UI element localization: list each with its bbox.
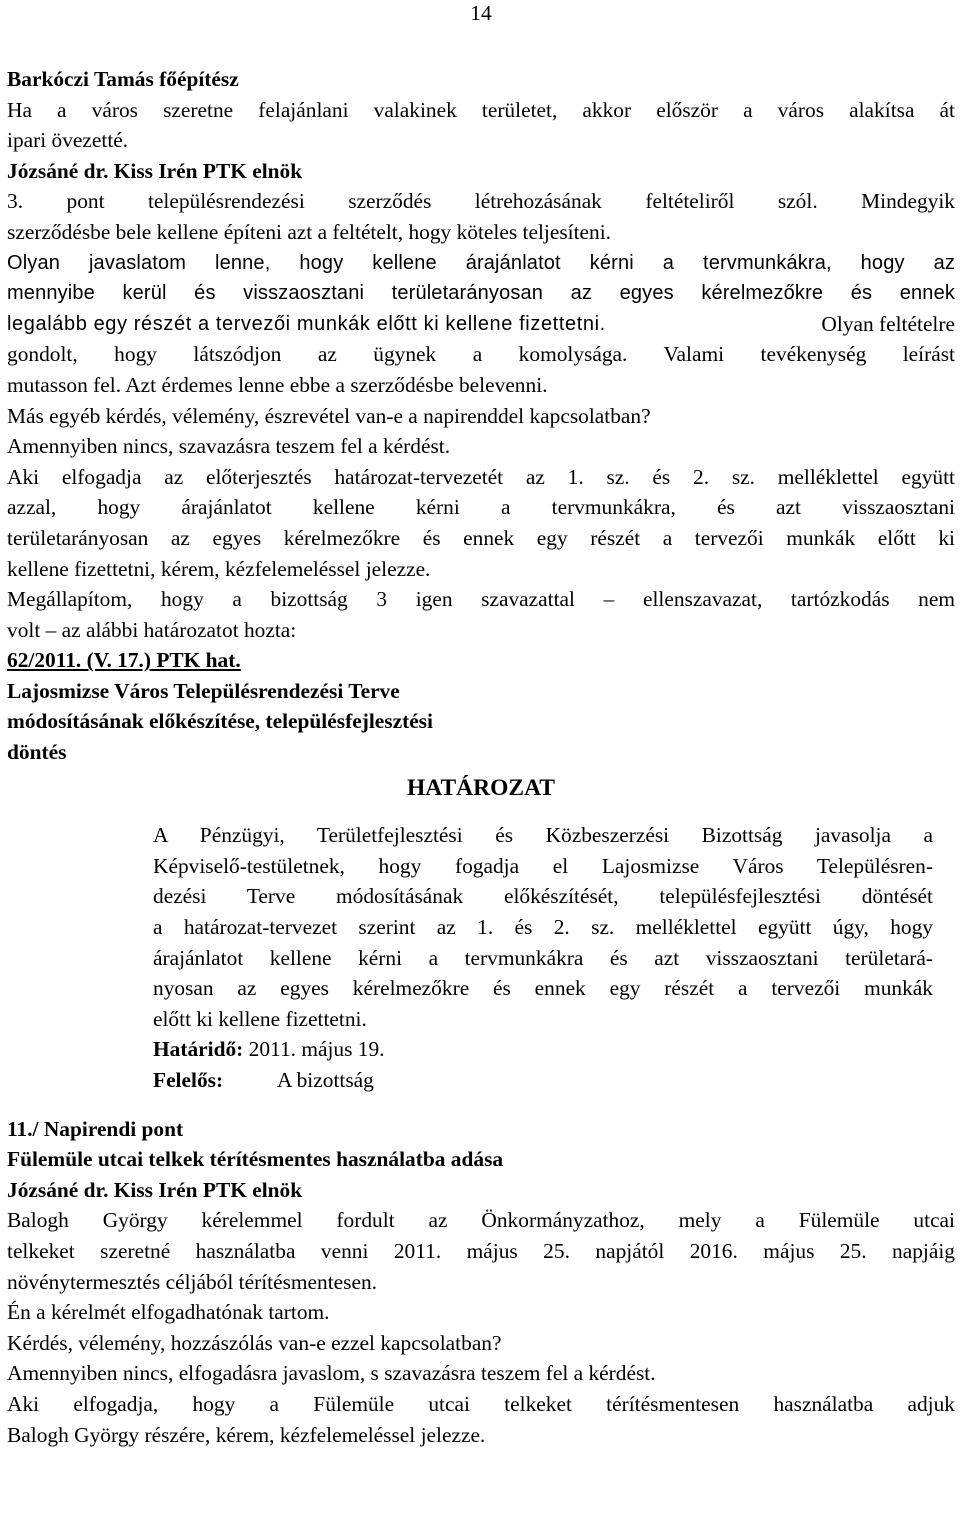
paragraph-line: Más egyéb kérdés, vélemény, észrevétel van-e a napirenddel kapcsolatban? — [7, 403, 651, 428]
deadline-label: Határidő: — [153, 1037, 244, 1062]
resolution-line: Képviselő-testületnek, hogy fogadja el Lajosmizse Város Településren- — [153, 853, 933, 878]
paragraph-line: szerződésbe bele kellene építeni azt a feltételt, hogy köteles teljesíteni. — [7, 219, 612, 244]
responsible-value: A bizottság — [277, 1068, 374, 1092]
paragraph-line: Balogh György részére, kérem, kézfelemeléssel jelezze. — [7, 1422, 486, 1447]
paragraph-line: azzal, hogy árajánlatot kellene kérni a tervmunkákra, és azt visszaosztani — [7, 495, 955, 520]
deadline-value: 2011. május 19. — [243, 1037, 385, 1062]
proposal-line-serif: Olyan feltételre — [816, 311, 955, 336]
paragraph-line: Aki elfogadja az előterjesztés határozat-tervezetét az 1. sz. és 2. sz. melléklettel együtt — [7, 464, 955, 489]
resolution-line: a határozat-tervezet szerint az 1. és 2. sz. melléklettel együtt úgy, hogy — [153, 915, 933, 940]
paragraph-line: Megállapítom, hogy a bizottság 3 igen szavazattal – ellenszavazat, tartózkodás nem — [7, 587, 955, 612]
paragraph-line: Én a kérelmét elfogadhatónak tartom. — [7, 1300, 330, 1325]
agenda-title: Fülemüle utcai telkek térítésmentes használatba adása — [7, 1147, 504, 1172]
resolution-subject: Lajosmizse Város Településrendezési Terve — [7, 678, 400, 703]
resolution-heading: HATÁROZAT — [407, 774, 555, 801]
paragraph-line: Amennyiben nincs, elfogadásra javaslom, s szavazásra teszem fel a kérdést. — [7, 1361, 656, 1386]
paragraph-line: mutasson fel. Azt érdemes lenne ebbe a szerződésbe belevenni. — [7, 372, 548, 397]
speaker-name: Barkóczi Tamás főépítész — [7, 67, 239, 91]
resolution-subject: döntés — [7, 740, 67, 765]
paragraph-line: Balogh György kérelemmel fordult az Önkormányzathoz, mely a Fülemüle utcai — [7, 1208, 955, 1233]
paragraph-line: volt – az alábbi határozatot hozta: — [7, 617, 297, 642]
deadline-row — [153, 1034, 933, 1065]
resolution-subject: módosításának előkészítése, településfejlesztési — [7, 709, 433, 734]
paragraph-line: Ha a város szeretne felajánlani valakinek területet, akkor először a város alakítsa át — [7, 97, 955, 122]
proposal-line: Olyan javaslatom lenne, hogy kellene árajánlatot kérni a tervmunkákra, hogy az — [7, 251, 955, 274]
resolution-line: nyosan az egyes kérelmezőkre és ennek egy részét a tervezői munkák — [153, 976, 933, 1001]
proposal-line: mennyibe kerül és visszaosztani területarányosan az egyes kérelmezőkre és ennek — [7, 282, 955, 305]
speaker-name: Józsáné dr. Kiss Irén PTK elnök — [7, 1177, 303, 1202]
proposal-line — [7, 309, 955, 340]
paragraph-line: növénytermesztés céljából térítésmentesen. — [7, 1269, 378, 1294]
paragraph-line: Amennyiben nincs, szavazásra teszem fel a kérdést. — [7, 434, 451, 459]
agenda-item: 11./ Napirendi pont — [7, 1116, 184, 1141]
section-gap — [7, 1096, 955, 1114]
paragraph-line: ipari övezetté. — [7, 128, 129, 153]
paragraph-line: 3. pont településrendezési szerződés létrehozásának feltételiről szól. Mindegyik — [7, 189, 955, 214]
resolution-line: dezési Terve módosításának előkészítését, településfejlesztési döntését — [153, 884, 933, 909]
resolution-body — [153, 820, 933, 1095]
paragraph-line: gondolt, hogy látszódjon az ügynek a komolysága. Valami tevékenység leírást — [7, 342, 955, 367]
proposal-line-sans: legalább egy részét a tervezői munkák előtt ki kellene fizettetni. — [7, 312, 606, 335]
page-number: 14 — [470, 1, 492, 25]
paragraph-line: Aki elfogadja, hogy a Fülemüle utcai telkeket térítésmentesen használatba adjuk — [7, 1391, 955, 1416]
responsible-row — [153, 1065, 933, 1096]
paragraph-line: Kérdés, vélemény, hozzászólás van-e ezzel kapcsolatban? — [7, 1330, 502, 1355]
resolution-line: előtt ki kellene fizettetni. — [153, 1006, 367, 1031]
responsible-label: Felelős: — [153, 1068, 224, 1092]
document-body — [7, 64, 955, 1450]
paragraph-line: telkeket szeretné használatba venni 2011. május 25. napjától 2016. május 25. napjáig — [7, 1238, 955, 1263]
resolution-number: 62/2011. (V. 17.) PTK hat. — [7, 648, 241, 673]
resolution-line: árajánlatot kellene kérni a tervmunkákra és azt visszaosztani területará- — [153, 945, 933, 970]
speaker-name: Józsáné dr. Kiss Irén PTK elnök — [7, 158, 303, 183]
resolution-line: A Pénzügyi, Területfejlesztési és Közbeszerzési Bizottság javasolja a — [153, 823, 933, 848]
paragraph-line: kellene fizettetni, kérem, kézfelemeléssel jelezze. — [7, 556, 431, 581]
paragraph-line: területarányosan az egyes kérelmezőkre és ennek egy részét a tervezői munkák előtt ki — [7, 525, 955, 550]
